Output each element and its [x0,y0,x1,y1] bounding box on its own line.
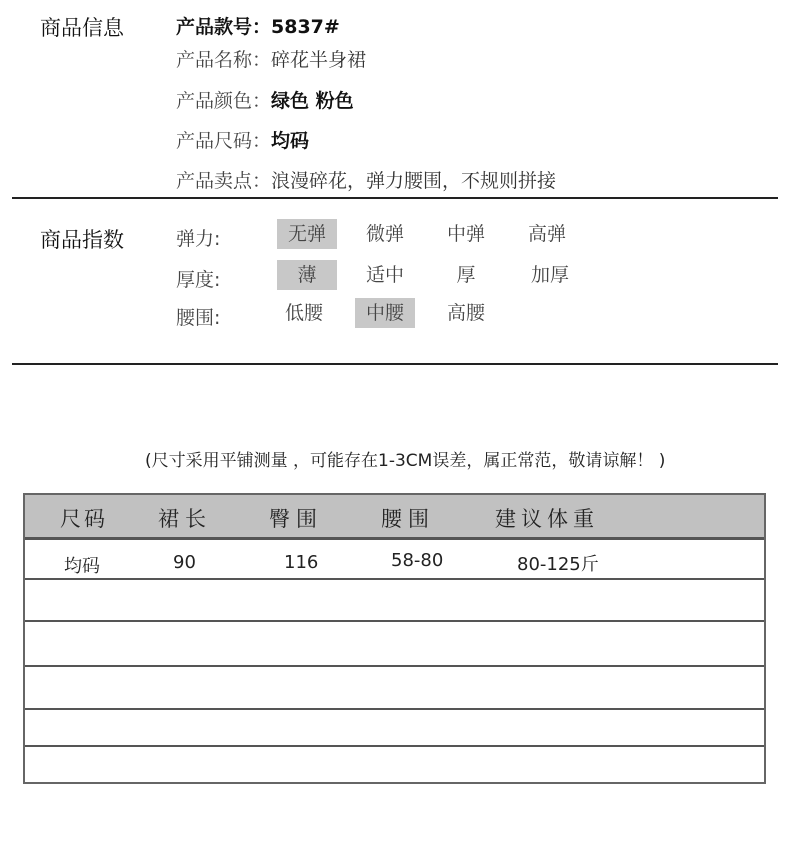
index-option-selected: 中腰 [355,298,415,328]
product-index-title: 商品指数 [40,228,124,252]
index-label-elasticity: 弹力: [176,228,221,250]
info-label: 产品尺码： [176,130,272,152]
divider [12,363,778,365]
row-divider [25,578,764,580]
index-option: 厚 [456,264,476,286]
divider [12,197,778,199]
info-product-name [176,45,366,72]
info-value: 5837# [271,16,340,38]
row-divider [25,745,764,747]
cell-hip: 116 [284,552,319,573]
product-info-title: 商品信息 [40,16,124,40]
index-label-thickness: 厚度: [176,269,221,291]
info-label: 产品卖点： [176,170,272,192]
info-product-color [176,86,354,113]
index-option-selected: 薄 [277,260,337,290]
index-option: 适中 [365,264,404,286]
info-value: 均码 [271,130,310,152]
index-option: 中弹 [446,223,485,245]
info-style-number [176,12,340,39]
measurement-note: (尺寸采用平铺测量 ，可能存在1-3CM误差，属正常范，敬请谅解！ ) [145,451,666,471]
size-table [23,493,766,784]
index-option: 低腰 [284,302,323,324]
info-label: 产品颜色： [176,90,272,112]
header-length: 裙长 [158,507,212,531]
row-divider [25,620,764,622]
index-label-waist: 腰围: [176,307,221,329]
index-option: 微弹 [365,223,404,245]
header-hip: 臀围 [269,507,323,531]
index-option: 高腰 [446,302,485,324]
info-product-size [176,126,309,153]
cell-weight: 80-125斤 [517,554,599,575]
cell-size: 均码 [64,556,100,577]
cell-waist: 58-80 [391,550,444,571]
size-table-header [25,495,764,540]
info-value: 浪漫碎花，弹力腰围，不规则拼接 [271,170,557,192]
index-option: 高弹 [527,223,566,245]
info-label: 产品名称： [176,49,272,71]
index-option-selected: 无弹 [277,219,337,249]
header-weight: 建议体重 [495,507,599,531]
index-option: 加厚 [530,264,569,286]
cell-length: 90 [173,552,196,573]
header-waist: 腰围 [381,507,435,531]
row-divider [25,708,764,710]
info-selling-points [176,166,556,193]
info-value: 绿色 粉色 [271,90,354,112]
row-divider [25,665,764,667]
header-size: 尺码 [60,507,108,531]
info-label: 产品款号： [176,16,272,38]
info-value: 碎花半身裙 [271,49,367,71]
